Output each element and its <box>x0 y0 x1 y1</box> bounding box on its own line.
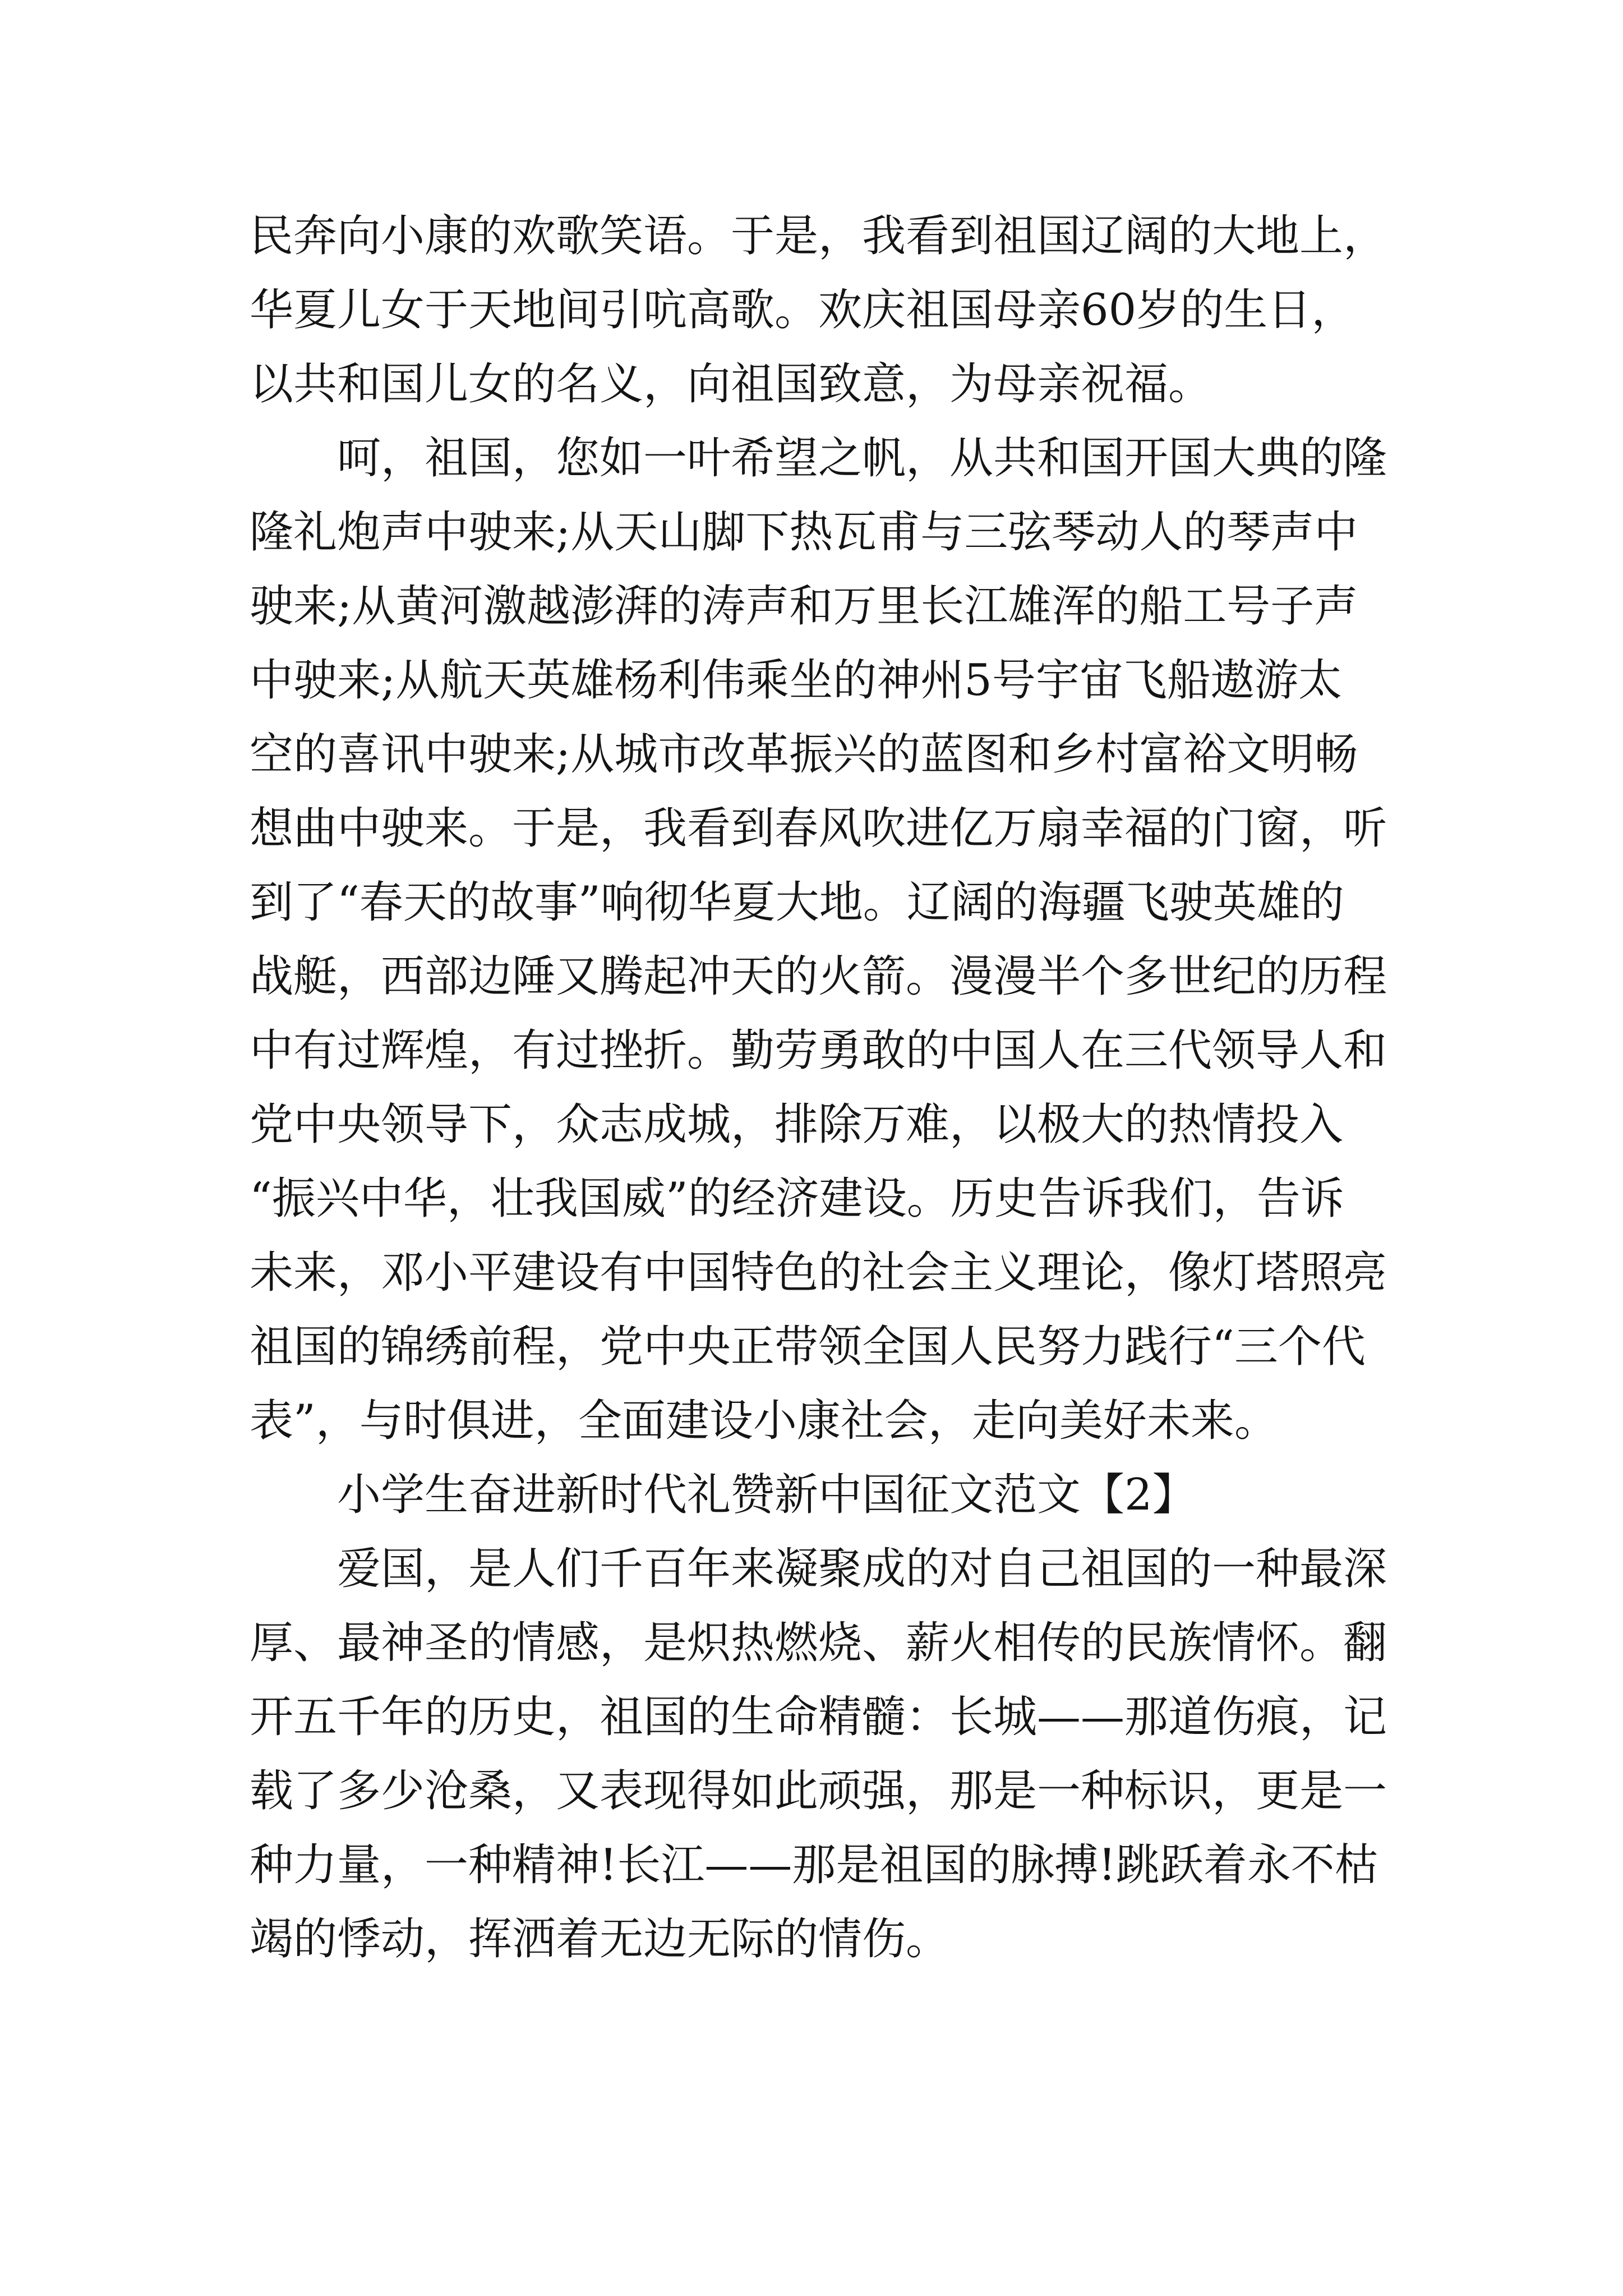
text-line: 想曲中驶来。于是，我看到春风吹进亿万扇幸福的门窗，听 <box>250 803 1387 854</box>
text-line: 种力量，一种精神!长江——那是祖国的脉搏!跳跃着永不枯 <box>250 1840 1378 1890</box>
text-line: 战艇，西部边陲又腾起冲天的火箭。漫漫半个多世纪的历程 <box>250 951 1387 1002</box>
text-line: 表”，与时俱进，全面建设小康社会，走向美好未来。 <box>250 1396 1278 1446</box>
text-line: 中驶来;从航天英雄杨利伟乘坐的神州5号宇宙飞船遨游太 <box>250 655 1342 706</box>
text-line: 到了“春天的故事”响彻华夏大地。辽阔的海疆飞驶英雄的 <box>250 877 1344 928</box>
text-line: 开五千年的历史，祖国的生命精髓：长城——那道伤痕，记 <box>250 1692 1387 1742</box>
text-line: 华夏儿女于天地间引吭高歌。欢庆祖国母亲60岁的生日， <box>250 285 1355 335</box>
text-line: 以共和国儿女的名义，向祖国致意，为母亲祝福。 <box>250 359 1212 409</box>
text-line: 竭的悸动，挥洒着无边无际的情伤。 <box>250 1914 950 1964</box>
paragraph <box>250 199 1433 421</box>
text-line: “振兴中华，壮我国威”的经济建设。历史告诉我们，告诉 <box>250 1174 1344 1224</box>
paragraph <box>250 1532 1433 1976</box>
text-line: 中有过辉煌，有过挫折。勤劳勇敢的中国人在三代领导人和 <box>250 1025 1387 1076</box>
section-heading <box>250 1458 1433 1532</box>
text-line: 党中央领导下，众志成城，排除万难，以极大的热情投入 <box>250 1099 1344 1150</box>
section-title: 小学生奋进新时代礼赞新中国征文范文【2】 <box>250 1470 1196 1520</box>
text-line: 隆礼炮声中驶来;从天山脚下热瓦甫与三弦琴动人的琴声中 <box>250 507 1358 558</box>
text-line: 爱国，是人们千百年来凝聚成的对自己祖国的一种最深 <box>250 1544 1387 1594</box>
text-line: 未来，邓小平建设有中国特色的社会主义理论，像灯塔照亮 <box>250 1248 1387 1298</box>
text-line: 呵，祖国，您如一叶希望之帆，从共和国开国大典的隆 <box>250 433 1387 484</box>
text-line: 空的喜讯中驶来;从城市改革振兴的蓝图和乡村富裕文明畅 <box>250 729 1358 780</box>
document-body <box>250 199 1433 1976</box>
paragraph <box>250 421 1433 1458</box>
text-line: 民奔向小康的欢歌笑语。于是，我看到祖国辽阔的大地上， <box>250 211 1387 261</box>
text-line: 祖国的锦绣前程，党中央正带领全国人民努力践行“三个代 <box>250 1322 1366 1372</box>
text-line: 驶来;从黄河激越澎湃的涛声和万里长江雄浑的船工号子声 <box>250 581 1358 632</box>
text-line: 厚、最神圣的情感，是炽热燃烧、薪火相传的民族情怀。翻 <box>250 1618 1387 1668</box>
text-line: 载了多少沧桑，又表现得如此顽强，那是一种标识，更是一 <box>250 1766 1387 1816</box>
